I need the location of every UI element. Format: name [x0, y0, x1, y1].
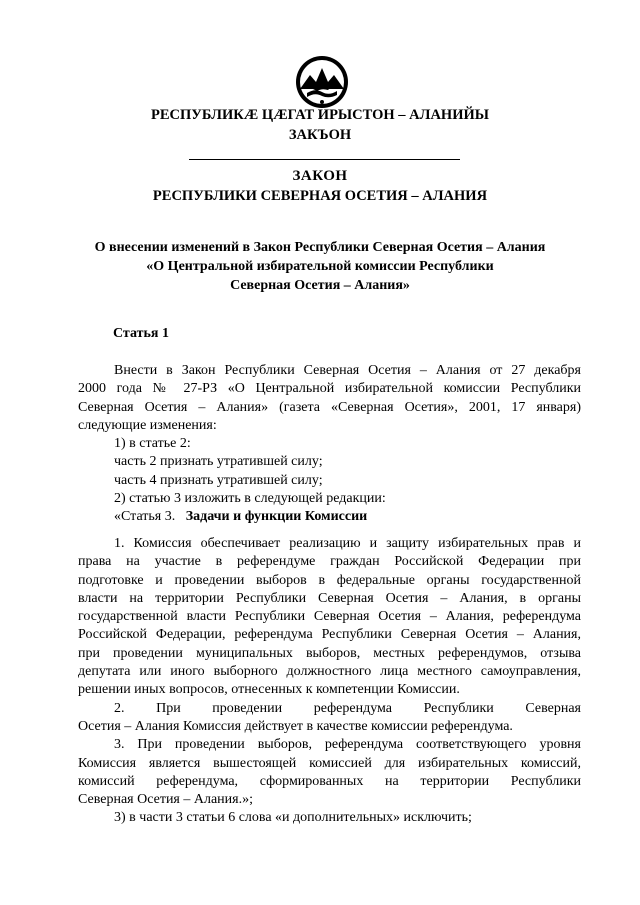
body-line: Российской Федерации, референдума Республики Северная Осетия – Алания,: [78, 627, 581, 643]
header-russian-republic: РЕСПУБЛИКИ СЕВЕРНАЯ ОСЕТИЯ – АЛАНИЯ: [152, 188, 488, 204]
article-1-heading: Статья 1: [113, 326, 169, 341]
body-line: Осетия – Алания Комиссия действует в качестве комиссии референдума.: [78, 718, 513, 734]
header-ossetian-law: ЗАКЪОН: [288, 127, 352, 143]
list-item: часть 2 признать утратившей силу;: [114, 454, 323, 470]
coat-of-arms-emblem: [295, 55, 349, 109]
body-line: власти на территории Республики Северная Осетия – Алания, в органы: [78, 590, 581, 606]
law-title-line: Северная Осетия – Алания»: [230, 278, 410, 293]
header-ossetian-republic: РЕСПУБЛИКӔ ЦӔГАТ ИРЫСТОН – АЛАНИЙЫ: [151, 107, 489, 123]
article-3-heading: [78, 508, 581, 526]
list-item: 2) статью 3 изложить в следующей редакции:: [114, 491, 386, 507]
body-line: Внести в Закон Республики Северная Осетия – Алания от 27 декабря: [114, 363, 581, 378]
body-line: 2. При проведении референдума Республики Северная: [114, 700, 581, 716]
body-line: Северная Осетия – Алания.»;: [78, 792, 253, 808]
header-divider: [189, 159, 460, 160]
article-3-prefix: «Статья 3.: [114, 509, 176, 525]
body-line: государственной власти Республики Северная Осетия – Алания, референдума: [78, 609, 581, 625]
list-item: часть 4 признать утратившей силу;: [114, 472, 323, 488]
article-3-body: [78, 535, 581, 828]
body-line: 1. Комиссия обеспечивает реализацию и защиту избирательных прав и: [114, 536, 581, 551]
body-line: решении иных вопросов, отнесенных к компетенции Комиссии.: [78, 682, 460, 698]
body-line: Комиссия является вышестоящей комиссией для избирательных комиссий,: [78, 755, 581, 771]
list-item: 3) в части 3 статьи 6 слова «и дополнительных» исключить;: [114, 810, 472, 826]
law-title-line: «О Центральной избирательной комиссии Республики: [146, 259, 494, 274]
body-line: 2000 года № 27-РЗ «О Центральной избирательной комиссии Республики: [78, 381, 581, 397]
body-line: при проведении муниципальных выборов, местных референдумов, отзыва: [78, 645, 581, 661]
body-line: Северная Осетия – Алания» (газета «Северная Осетия», 2001, 17 января): [78, 399, 581, 415]
list-item: 1) в статье 2:: [114, 436, 191, 452]
body-line: подготовке и проведении выборов в федеральные органы государственной: [78, 572, 581, 588]
body-line: 3. При проведении выборов, референдума соответствующего уровня: [114, 737, 581, 753]
body-line: комиссий референдума, сформированных на территории Республики: [78, 773, 581, 789]
body-line: депутата или иного выборного должностного лица местного самоуправления,: [78, 664, 581, 680]
header-russian-law: ЗАКОН: [292, 168, 348, 184]
law-title-line: О внесении изменений в Закон Республики Северная Осетия – Алания: [94, 240, 546, 255]
article-3-title: Задачи и функции Комиссии: [185, 509, 368, 525]
body-line: следующие изменения:: [78, 417, 217, 433]
article-1-body: [78, 362, 581, 527]
body-line: права на участие в референдуме граждан Российской Федерации при: [78, 554, 581, 570]
